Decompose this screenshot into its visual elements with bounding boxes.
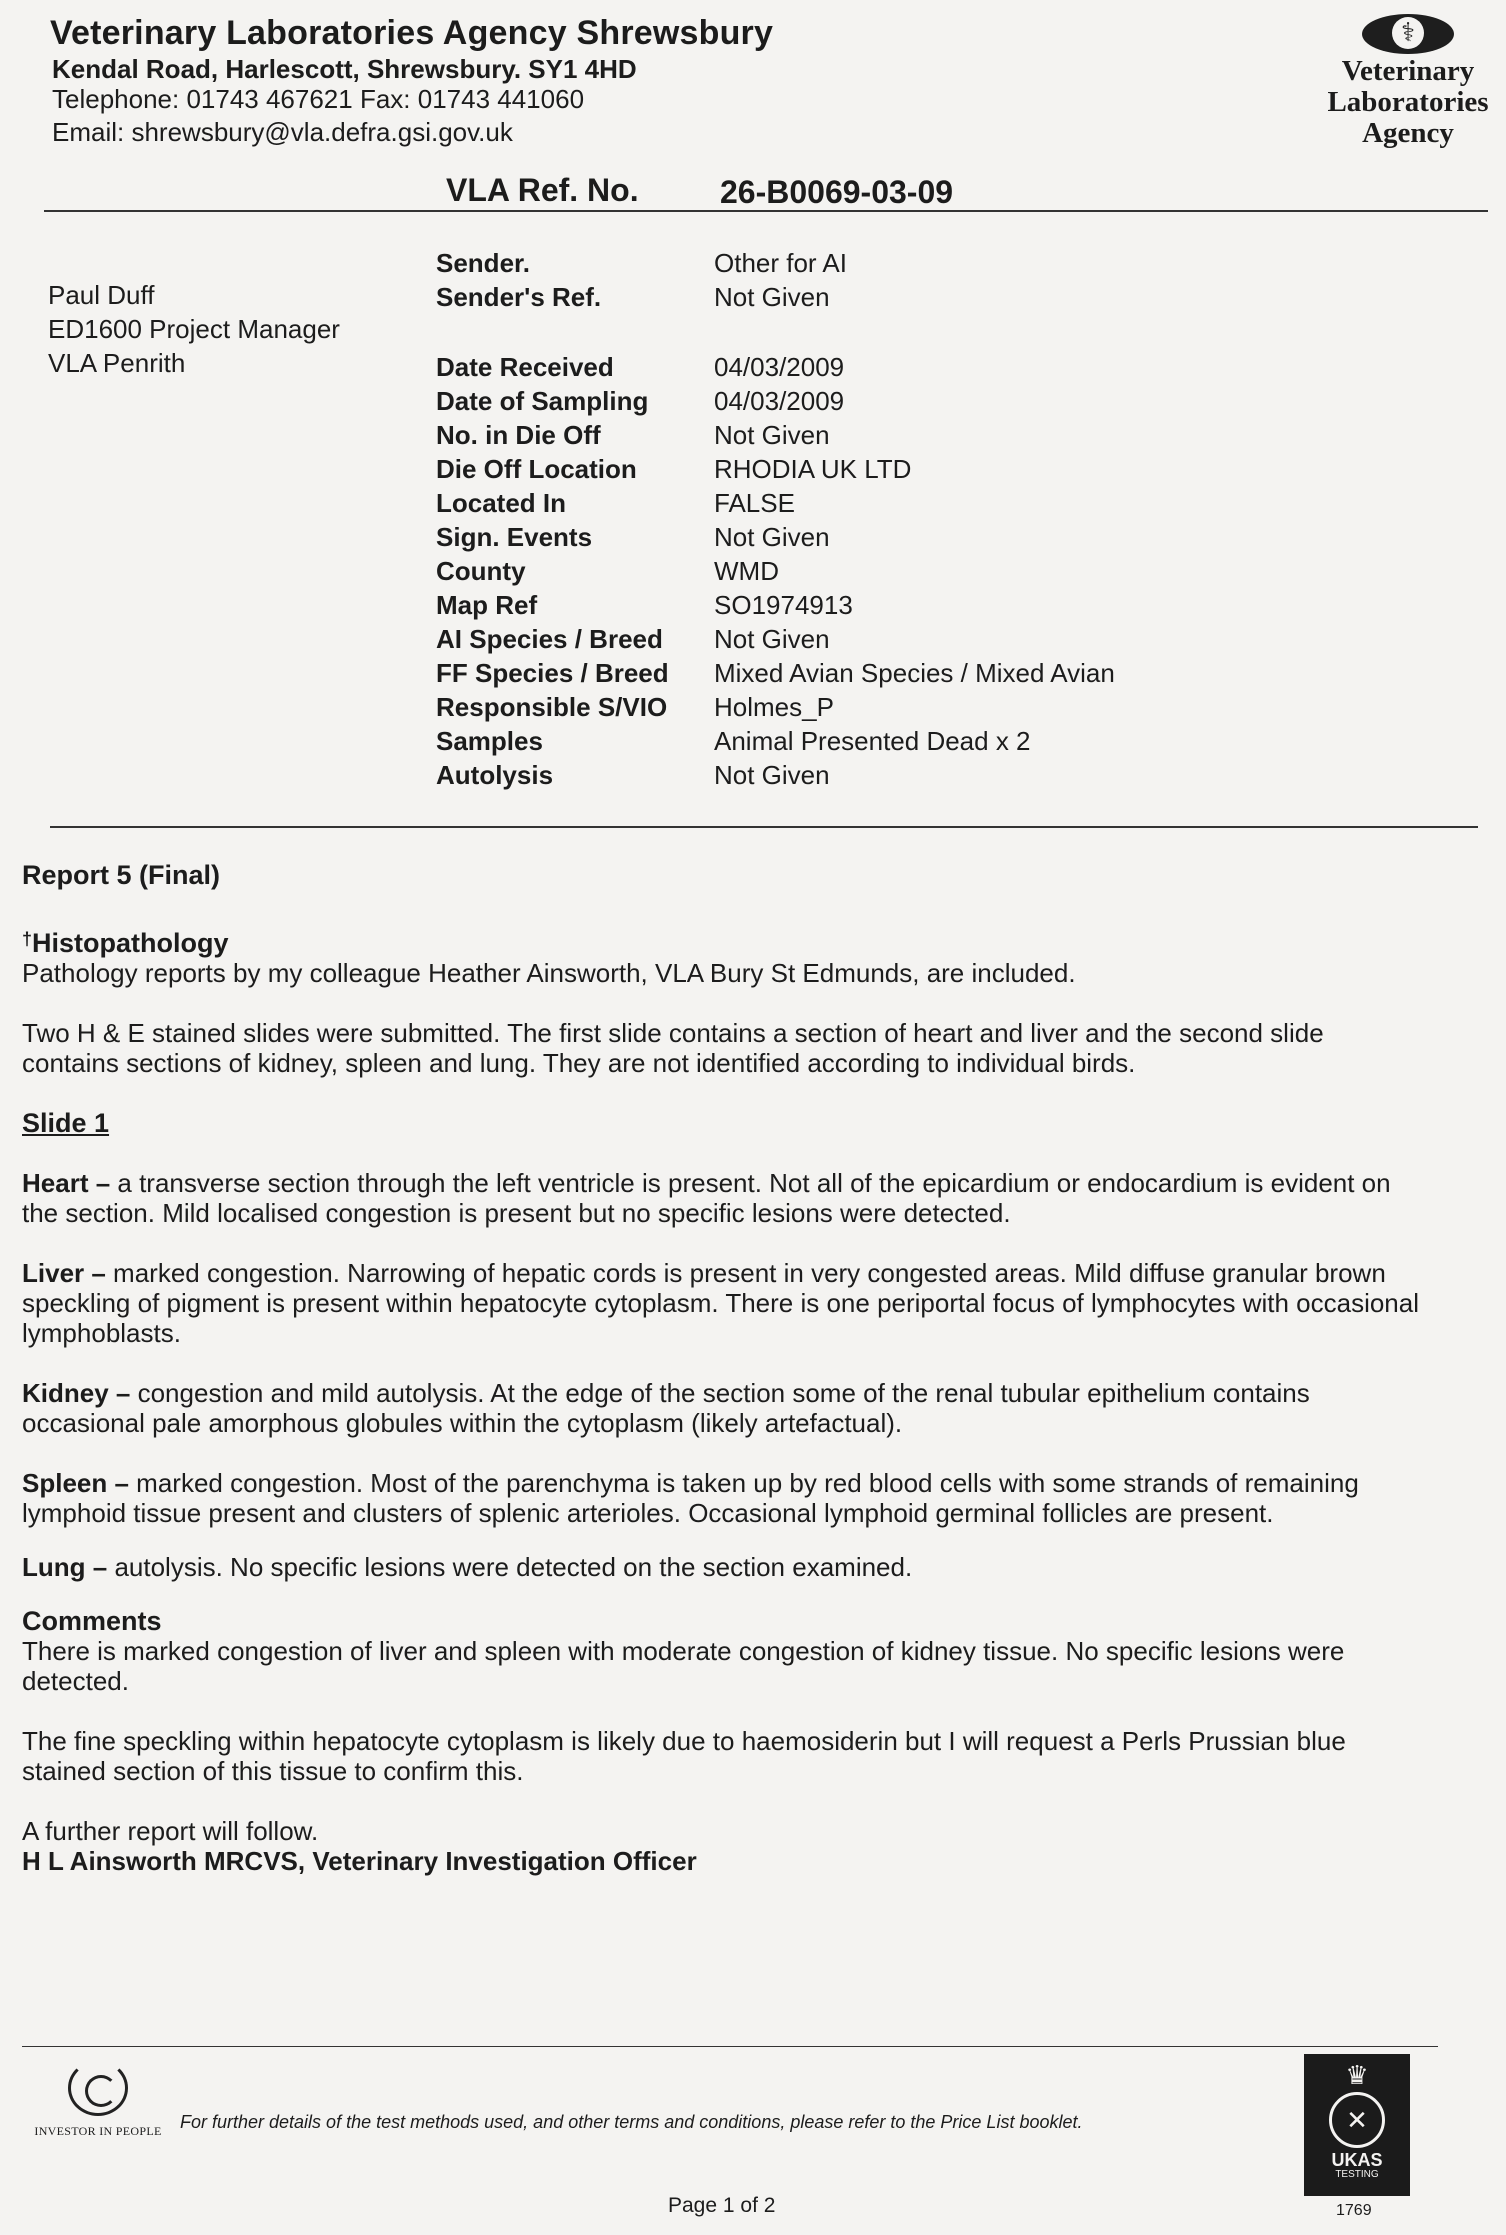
wreath-icon (68, 2060, 128, 2116)
detail-label: Samples (436, 726, 543, 756)
detail-value: SO1974913 (714, 590, 853, 620)
detail-label: AI Species / Breed (436, 624, 663, 654)
detail-row (436, 280, 1115, 314)
signature: H L Ainsworth MRCVS, Veterinary Investigation Officer (22, 1846, 697, 1876)
ukas-logo (1304, 2054, 1410, 2196)
investor-in-people-logo (28, 2060, 168, 2139)
detail-label: FF Species / Breed (436, 658, 669, 688)
detail-label: Sign. Events (436, 522, 593, 552)
detail-label: County (436, 556, 526, 586)
dagger-mark: † (22, 929, 33, 949)
addressee-location: VLA Penrith (48, 348, 186, 378)
report-body (22, 860, 1422, 1876)
report-title: Report 5 (Final) (22, 860, 221, 890)
finding-term: Kidney – (22, 1378, 131, 1408)
ukas-tick-icon: ✕ (1329, 2092, 1385, 2148)
detail-label: Die Off Location (436, 454, 637, 484)
finding-term: Heart – (22, 1168, 111, 1198)
logo-line: Veterinary (1341, 55, 1475, 87)
detail-row (436, 350, 1115, 384)
iip-label: INVESTOR IN PEOPLE (34, 2124, 162, 2138)
detail-row (436, 452, 1115, 486)
header-divider (44, 210, 1488, 212)
detail-label: Date Received (436, 352, 614, 382)
detail-value: Animal Presented Dead x 2 (714, 726, 1031, 756)
finding-term: Spleen – (22, 1468, 129, 1498)
ukas-label: UKAS (1331, 2150, 1383, 2170)
finding-text: a transverse section through the left ventricle is present. Not all of the epicardium or endocardium is evident on the section. Mild localised congestion is present but no specific lesions were detected. (22, 1168, 1391, 1228)
detail-value: Not Given (714, 282, 830, 312)
footer-note: For further details of the test methods used, and other terms and conditions, please refer to the Price List booklet. (180, 2112, 1083, 2132)
finding-term: Liver – (22, 1258, 106, 1288)
finding-text: autolysis. No specific lesions were detected on the section examined. (107, 1552, 913, 1582)
finding-kidney (22, 1378, 1422, 1438)
org-name: Veterinary Laboratories Agency Shrewsbury (50, 14, 774, 52)
detail-label: No. in Die Off (436, 420, 601, 450)
detail-row (436, 690, 1115, 724)
org-address: Kendal Road, Harlescott, Shrewsbury. SY1 4HD (52, 54, 637, 84)
ukas-number: 1769 (1336, 2202, 1372, 2219)
addressee-block (48, 278, 340, 380)
intro-paragraph: Pathology reports by my colleague Heather Ainsworth, VLA Bury St Edmunds, are included. (22, 958, 1076, 988)
detail-value: Not Given (714, 420, 830, 450)
comment-paragraph: The fine speckling within hepatocyte cytoplasm is likely due to haemosiderin but I will request a Perls Prussian blue stained section of this tissue to confirm this. (22, 1726, 1346, 1786)
finding-heart (22, 1168, 1422, 1228)
finding-text: congestion and mild autolysis. At the edge of the section some of the renal tubular epithelium contains occasional pale amorphous globules within the cytoplasm (likely artefactual). (22, 1378, 1310, 1438)
vla-logo (1318, 14, 1498, 149)
finding-liver (22, 1258, 1422, 1348)
finding-lung (22, 1552, 1422, 1582)
detail-value: Not Given (714, 522, 830, 552)
crown-icon: ♛ (1345, 2060, 1369, 2090)
comments-heading: Comments (22, 1606, 162, 1636)
detail-row (436, 486, 1115, 520)
detail-label: Responsible S/VIO (436, 692, 668, 722)
ukas-sub-label: TESTING (1335, 2169, 1379, 2180)
details-divider (50, 826, 1478, 828)
further-report-note: A further report will follow. (22, 1816, 319, 1846)
detail-row (436, 520, 1115, 554)
detail-row (436, 758, 1115, 792)
ref-value: 26-B0069-03-09 (720, 174, 954, 210)
comment-paragraph: There is marked congestion of liver and spleen with moderate congestion of kidney tissue. No specific lesions were detected. (22, 1636, 1345, 1696)
detail-label: Autolysis (436, 760, 554, 790)
detail-value: Mixed Avian Species / Mixed Avian (714, 658, 1115, 688)
detail-value: RHODIA UK LTD (714, 454, 912, 484)
details-table (436, 246, 1115, 792)
footer-divider (22, 2046, 1438, 2047)
org-telephone: Telephone: 01743 467621 Fax: 01743 441060 (52, 84, 585, 114)
addressee-name: Paul Duff (48, 280, 155, 310)
addressee-title: ED1600 Project Manager (48, 314, 340, 344)
section-title-text: Histopathology (32, 928, 229, 958)
detail-value: Not Given (714, 760, 830, 790)
detail-value: Other for AI (714, 248, 847, 278)
detail-row (436, 246, 1115, 280)
detail-row (436, 622, 1115, 656)
detail-value: WMD (714, 556, 779, 586)
detail-label: Sender's Ref. (436, 282, 602, 312)
detail-row (436, 384, 1115, 418)
detail-label: Sender. (436, 248, 530, 278)
slides-paragraph: Two H & E stained slides were submitted. The first slide contains a section of heart and liver and the second slide contains sections of kidney, spleen and lung. They are not identified according to individual birds. (22, 1018, 1324, 1078)
detail-row (436, 656, 1115, 690)
page-number: Page 1 of 2 (668, 2194, 776, 2217)
finding-text: marked congestion. Narrowing of hepatic cords is present in very congested areas. Mild diffuse granular brown speckling of pigment is present within hepatocyte cytoplasm. There is one periportal focus of lymphocytes with occasional lymphoblasts. (22, 1258, 1420, 1348)
detail-label: Located In (436, 488, 567, 518)
detail-row (436, 588, 1115, 622)
ref-label: VLA Ref. No. (446, 172, 639, 208)
detail-label: Date of Sampling (436, 386, 649, 416)
detail-value: 04/03/2009 (714, 386, 845, 416)
finding-spleen (22, 1468, 1422, 1528)
slide-heading: Slide 1 (22, 1108, 110, 1138)
section-title (22, 928, 1422, 958)
detail-label: Map Ref (436, 590, 538, 620)
detail-value: Not Given (714, 624, 830, 654)
caduceus-oval-icon: ⚕ (1362, 14, 1454, 54)
logo-line: Laboratories (1327, 86, 1489, 118)
logo-line: Agency (1362, 117, 1454, 149)
detail-value: FALSE (714, 488, 795, 518)
detail-row (436, 554, 1115, 588)
finding-text: marked congestion. Most of the parenchyma is taken up by red blood cells with some strands of remaining lymphoid tissue present and clusters of splenic arterioles. Occasional lymphoid germinal follicles are present. (22, 1468, 1359, 1528)
detail-value: 04/03/2009 (714, 352, 845, 382)
org-email: Email: shrewsbury@vla.defra.gsi.gov.uk (52, 117, 513, 147)
detail-row (436, 724, 1115, 758)
finding-term: Lung – (22, 1552, 108, 1582)
detail-row (436, 418, 1115, 452)
detail-value: Holmes_P (714, 692, 834, 722)
